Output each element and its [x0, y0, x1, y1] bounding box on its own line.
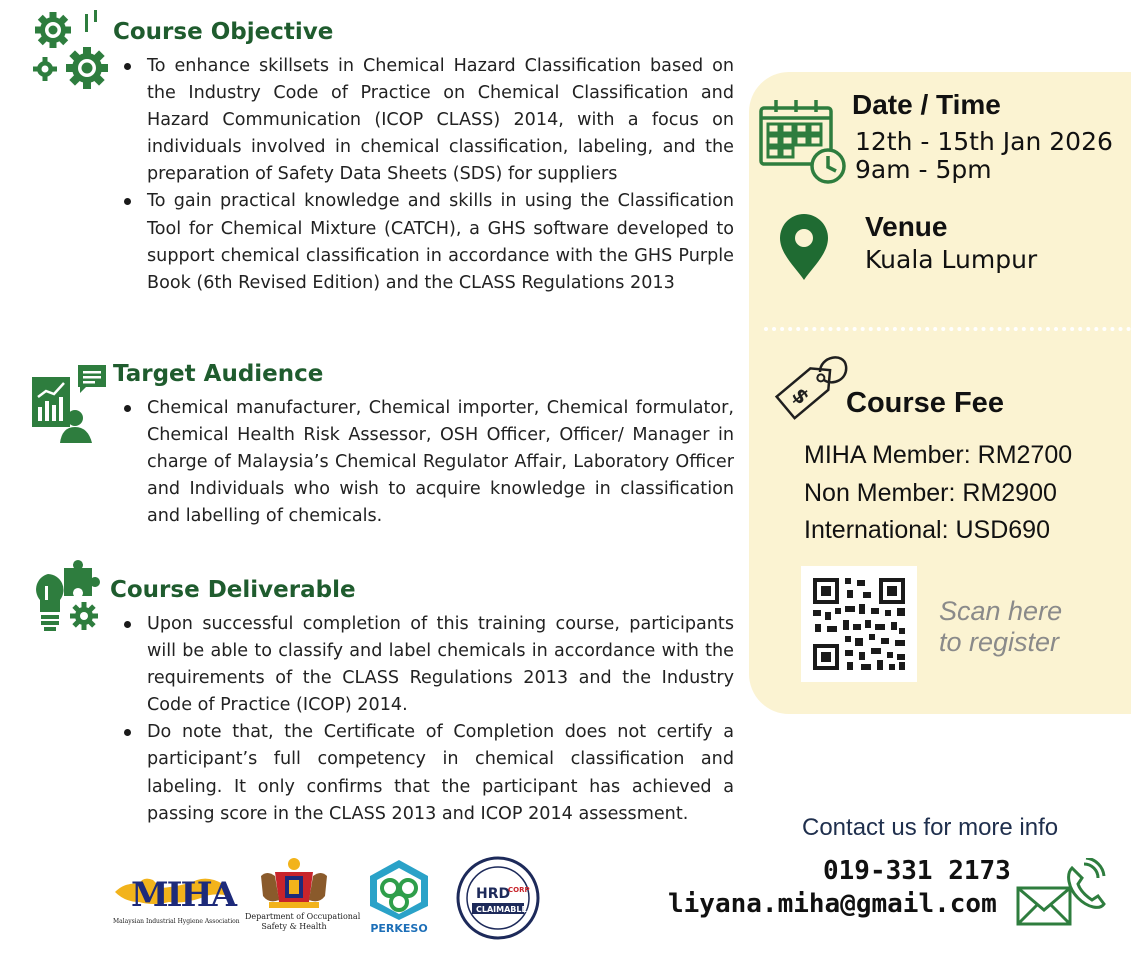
list-item: Do note that, the Certificate of Completion does not certify a participant’s full competency in chemical classification and labeling. It only confirms that the participant has achieved a passing score in the CLASS 2013 and ICOP 2014 assessment.: [122, 719, 734, 827]
target-audience-title: Target Audience: [113, 361, 324, 387]
list-item: To enhance skillsets in Chemical Hazard Classification based on the Industry Code of Practice on Chemical Classification and Hazard Communication (ICOP CLASS) 2014, with a focus on individuals involved in chemical classification, labeling, and the preparation of Safety Data Sheets (SDS) for suppliers: [122, 53, 734, 188]
venue-title: Venue: [865, 211, 948, 242]
calendar-clock-icon: [758, 96, 848, 186]
dotted-divider: [764, 327, 1131, 331]
contact-label: Contact us for more info: [802, 814, 1059, 841]
contact-phone[interactable]: 019-331 2173: [823, 856, 1011, 886]
list-item: Chemical manufacturer, Chemical importer, Chemical formulator, Chemical Health Risk Assessor, OSH Officer, Officer/ Manager in charge of Malaysia’s Chemical Regulator Affair, Laboratory Officer and Individuals who wish to acquire knowledge in classification and labelling of chemicals.: [122, 395, 734, 530]
deliverable-list: [122, 611, 734, 828]
fee-non-member: Non Member: RM2900: [804, 479, 1057, 507]
list-item: Upon successful completion of this training course, participants will be able to classify and label chemicals in accordance with the requirements of the CLASS Regulations 2013 and the Industry Code of Practice (ICOP) 2014.: [122, 611, 734, 719]
hrd-name: HRD: [476, 886, 511, 902]
qr-code-icon[interactable]: [801, 566, 917, 682]
time-range: 9am - 5pm: [855, 155, 992, 184]
location-pin-icon: [778, 212, 830, 282]
fee-international: International: USD690: [804, 516, 1050, 544]
dosh-caption-1: Department of Occupational: [245, 912, 361, 921]
dosh-logo: [245, 856, 361, 936]
envelope-phone-icon: [1014, 858, 1106, 930]
contact-email[interactable]: liyana.miha@gmail.com: [668, 889, 997, 919]
date-time-title: Date / Time: [852, 89, 1001, 120]
fee-member: MIHA Member: RM2700: [804, 441, 1073, 469]
svg-text:CORP: CORP: [508, 886, 530, 894]
audience-list: [122, 395, 734, 530]
course-fee-title: Course Fee: [846, 387, 1004, 419]
date-range: 12th - 15th Jan 2026: [855, 127, 1113, 156]
svg-text:$: $: [787, 382, 815, 409]
objective-list: [122, 53, 734, 297]
course-deliverable-title: Course Deliverable: [110, 577, 356, 603]
scan-to-register-text: [939, 596, 1062, 658]
presenter-chart-icon: [30, 363, 110, 443]
miha-caption: Malaysian Industrial Hygiene Association: [113, 918, 240, 925]
price-tag-icon: [758, 348, 850, 428]
venue-place: Kuala Lumpur: [865, 245, 1038, 274]
svg-text:MIHA: MIHA: [131, 875, 236, 914]
list-item: To gain practical knowledge and skills in using the Classification Tool for Chemical Mixture (CATCH), a GHS software developed to support chemical classification in accordance with the GHS Purple Book (6th Revised Edition) and the CLASS Regulations 2013: [122, 188, 734, 296]
hrdcorp-claimable-logo: [456, 856, 540, 940]
svg-text:CLAIMABLE: CLAIMABLE: [476, 905, 527, 914]
perkeso-logo: [364, 858, 434, 938]
course-objective-title: Course Objective: [113, 19, 334, 45]
perkeso-name: PERKESO: [370, 922, 428, 935]
gears-icon: [32, 8, 110, 90]
scan-line-1: Scan here: [939, 596, 1063, 626]
miha-logo: [113, 862, 238, 932]
dosh-caption-2: Safety & Health: [261, 922, 327, 931]
lightbulb-puzzle-icon: [30, 560, 110, 636]
scan-line-2: to register: [939, 627, 1060, 657]
